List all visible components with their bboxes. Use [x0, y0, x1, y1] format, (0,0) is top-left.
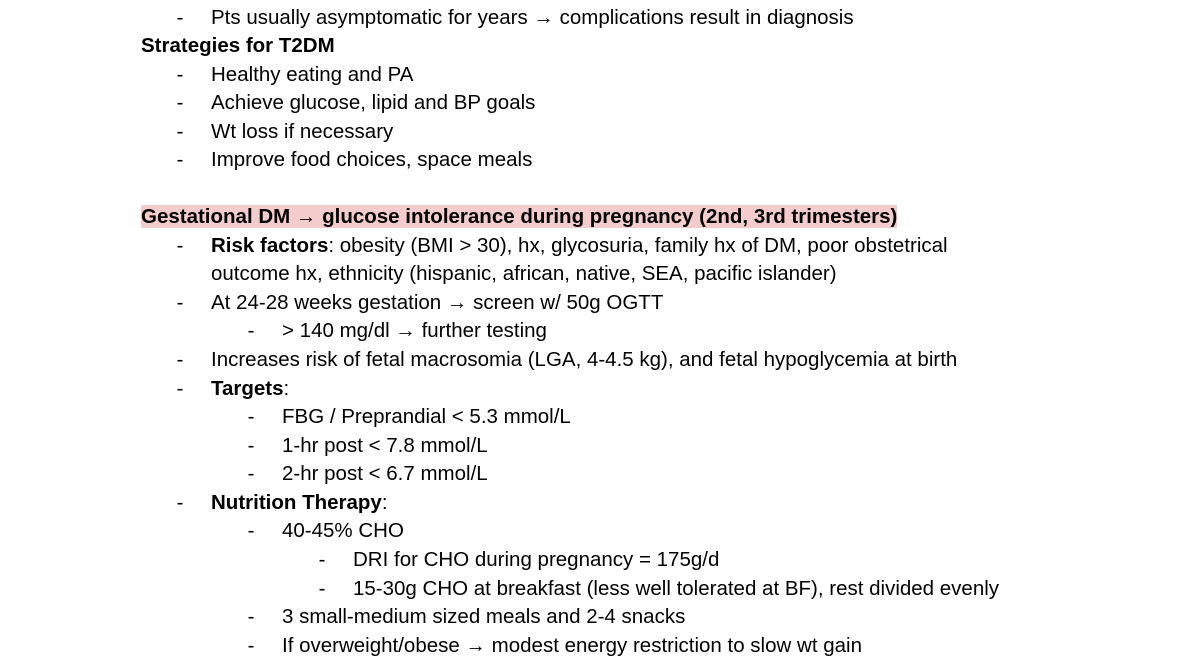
cho-text: 40-45% CHO [282, 519, 404, 542]
risk-factors-detail: : obesity (BMI > 30), hx, glycosuria, family hx of DM, poor obstetrical [328, 234, 948, 257]
bullet-dash: - [318, 548, 326, 571]
bullet-dash: - [247, 634, 255, 657]
bullet-dash: - [247, 519, 255, 542]
bullet-dash: - [176, 91, 184, 114]
meals-text: 3 small-medium sized meals and 2-4 snacks [282, 605, 686, 628]
screening-text: At 24-28 weeks gestation → screen w/ 50g OGTT [211, 291, 664, 314]
overweight-text: If overweight/obese → modest energy restriction to slow wt gain [282, 634, 862, 657]
bullet-dash: - [176, 491, 184, 514]
targets-heading [211, 375, 289, 403]
bullet-dash: - [247, 605, 255, 628]
bullet-dash: - [247, 434, 255, 457]
bullet-dash: - [247, 405, 255, 428]
target-item-text: 1-hr post < 7.8 mmol/L [282, 434, 488, 457]
targets-label: Targets [211, 377, 284, 400]
t2dm-item-text: Improve food choices, space meals [211, 148, 533, 171]
bullet-dash: - [176, 6, 184, 29]
risk-factors-label: Risk factors [211, 234, 329, 257]
t2dm-item-text: Healthy eating and PA [211, 63, 414, 86]
t2dm-heading: Strategies for T2DM [141, 34, 335, 57]
bullet-dash: - [176, 63, 184, 86]
bullet-dash: - [247, 319, 255, 342]
bullet-dash: - [176, 120, 184, 143]
t2dm-item-text: Achieve glucose, lipid and BP goals [211, 91, 536, 114]
target-item-text: FBG / Preprandial < 5.3 mmol/L [282, 405, 571, 428]
bullet-dash: - [176, 377, 184, 400]
bullet-dash: - [247, 462, 255, 485]
bullet-dash: - [176, 291, 184, 314]
bullet-dash: - [318, 577, 326, 600]
nutrition-colon: : [381, 491, 388, 514]
risk-factors-detail-cont: outcome hx, ethnicity (hispanic, african, native, SEA, pacific islander) [211, 262, 837, 285]
bullet-dash: - [176, 348, 184, 371]
screening-sub-text: > 140 mg/dl → further testing [282, 319, 547, 342]
bullet-text: Pts usually asymptomatic for years → complications result in diagnosis [211, 6, 854, 29]
nutrition-label: Nutrition Therapy [211, 491, 382, 514]
bullet-dash: - [176, 234, 184, 257]
nutrition-heading [211, 489, 388, 517]
targets-colon: : [283, 377, 290, 400]
t2dm-item-text: Wt loss if necessary [211, 120, 394, 143]
gdm-heading [141, 203, 897, 231]
risk-factors-text [211, 232, 948, 260]
bullet-dash: - [176, 148, 184, 171]
target-item-text: 2-hr post < 6.7 mmol/L [282, 462, 488, 485]
cho-sub-text: 15-30g CHO at breakfast (less well tolerated at BF), rest divided evenly [353, 577, 1000, 600]
gdm-heading-highlight: Gestational DM → glucose intolerance during pregnancy (2nd, 3rd trimesters) [141, 205, 898, 228]
fetal-risk-text: Increases risk of fetal macrosomia (LGA, 4-4.5 kg), and fetal hypoglycemia at birth [211, 348, 958, 371]
cho-sub-text: DRI for CHO during pregnancy = 175g/d [353, 548, 720, 571]
